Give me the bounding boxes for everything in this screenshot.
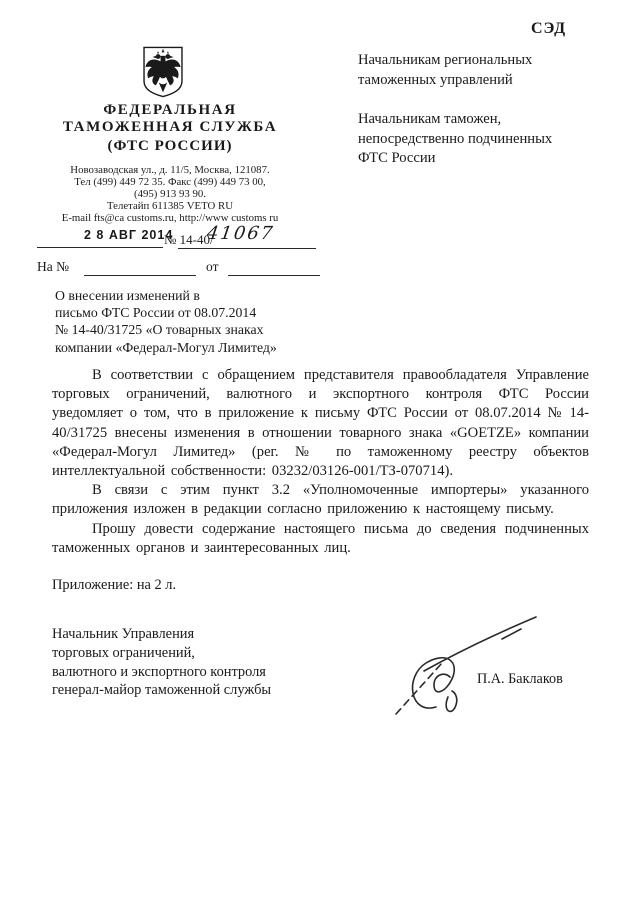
addressee-line: Начальникам таможен,: [358, 111, 502, 127]
subject-line: компании «Федерал-Могул Лимитед»: [55, 339, 277, 355]
signer-name: П.А. Баклаков: [477, 671, 563, 687]
org-name-line1: ФЕДЕРАЛЬНАЯ: [103, 102, 237, 118]
subject-line: О внесении изменений в: [55, 288, 200, 303]
addressee-line: ФТС России: [358, 150, 436, 166]
subject-block: [55, 287, 335, 356]
signer-title-block: [52, 625, 352, 700]
org-address: Новозаводская ул., д. 11/5, Москва, 121087.: [70, 164, 270, 176]
sed-system-label: СЭД: [531, 20, 567, 37]
letter-body: [52, 366, 589, 558]
signer-title-line: валютного и экспортного контроля: [52, 663, 266, 680]
reply-number-underline: [84, 275, 196, 276]
reply-date-underline: [228, 275, 320, 276]
signature-scribble: [390, 613, 542, 727]
reply-to-label: На №: [37, 259, 69, 274]
addressee-block-1: [358, 51, 598, 90]
signer-title-line: Начальник Управления: [52, 626, 195, 642]
addressee-block-2: [358, 110, 598, 169]
addressee-line: Начальникам региональных: [358, 52, 533, 68]
coat-of-arms-icon: [141, 46, 185, 98]
attachment-note: Приложение: на 2 л.: [52, 577, 177, 593]
outgoing-number-prefix: № 14-40/: [164, 232, 214, 247]
number-underline: [178, 248, 316, 249]
signer-title-line: генерал-майор таможенной службы: [52, 682, 272, 699]
date-stamp: 2 8 АВГ 2014: [84, 228, 174, 242]
addressee-line: таможенных управлений: [358, 71, 513, 88]
body-paragraph-3: Прошу довести содержание настоящего письма до сведения подчиненных таможенных органов и заинтересованных лиц.: [52, 520, 589, 556]
org-teletype: Телетайп 611385 VETO RU: [106, 200, 234, 212]
org-name-line2: ТАМОЖЕННАЯ СЛУЖБА: [62, 119, 278, 135]
body-paragraph-2: В связи с этим пункт 3.2 «Уполномоченные импортеры» указанного приложения изложен в редакции согласно приложению к настоящему письму.: [52, 482, 589, 518]
signer-title-line: торговых ограничений,: [52, 644, 195, 661]
date-underline: [37, 247, 163, 248]
reply-from-label: от: [206, 259, 219, 274]
org-phone: Тел (499) 449 72 35. Факс (499) 449 73 00,: [74, 176, 266, 188]
body-paragraph-1: В соответствии с обращением представителя правообладателя Управление торговых ограничений, валютного и экспортного контроля ФТС России уведомляет о том, что в приложение к письму ФТС России от 08.07.2014 № 14-40/31725 внесены изменения в отношении товарного знака «GOETZE» компании «Федерал-Могул Лимитед» (рег. № по таможенному реестру объектов интеллектуальной собственности: 03232/03126-001/ТЗ-070714).: [52, 367, 589, 480]
subject-line: № 14-40/31725 «О товарных знаках: [55, 322, 264, 338]
org-phone2: (495) 913 93 90.: [134, 188, 206, 200]
subject-line: письмо ФТС России от 08.07.2014: [55, 305, 257, 321]
outgoing-number-handwritten: 41067: [205, 223, 276, 244]
addressee-line: непосредственно подчиненных: [358, 130, 553, 147]
org-name-line3: (ФТС РОССИИ): [107, 138, 233, 154]
org-email: E-mail fts@ca customs.ru, http://www customs ru: [61, 212, 279, 224]
